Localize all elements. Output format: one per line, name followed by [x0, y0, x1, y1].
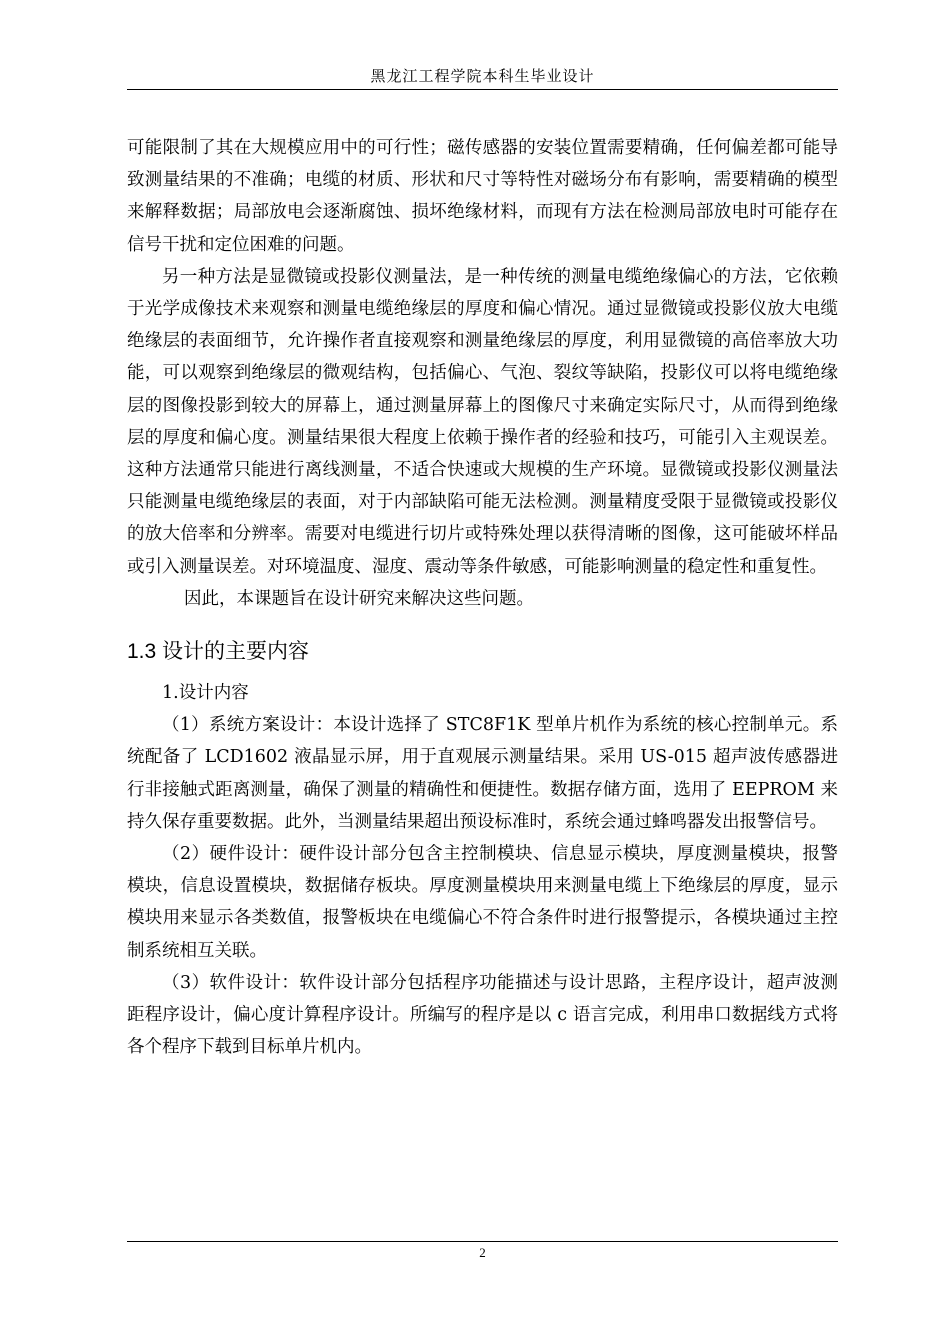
subheading-design-content: 1.设计内容 [162, 683, 249, 704]
page-number: 2 [479, 1245, 486, 1260]
header-divider [127, 89, 838, 90]
list-item-software-design: （3）软件设计：软件设计部分包括程序功能描述与设计思路，主程序设计，超声波测距程序设计，偏心度计算程序设计。所编写的程序是以 c 语言完成，利用串口数据线方式将各个程序下载到目标单片机内。 [127, 972, 838, 1058]
section-heading: 1.3 设计的主要内容 [127, 640, 310, 664]
footer-divider [127, 1241, 838, 1242]
page-header-title: 黑龙江工程学院本科生毕业设计 [370, 67, 595, 85]
document-body [127, 132, 838, 1063]
paragraph-microscope-method: 另一种方法是显微镜或投影仪测量法，是一种传统的测量电缆绝缘偏心的方法，它依赖于光学成像技术来观察和测量电缆绝缘层的厚度和偏心情况。通过显微镜或投影仪放大电缆绝缘层的表面细节，允许操作者直接观察和测量绝缘层的厚度，利用显微镜的高倍率放大功能，可以观察到绝缘层的微观结构，包括偏心、气泡、裂纹等缺陷，投影仪可以将电缆绝缘层的图像投影到较大的屏幕上，通过测量屏幕上的图像尺寸来确定实际尺寸，从而得到绝缘层的厚度和偏心度。测量结果很大程度上依赖于操作者的经验和技巧，可能引入主观误差。这种方法通常只能进行离线测量，不适合快速或大规模的生产环境。显微镜或投影仪测量法只能测量电缆绝缘层的表面，对于内部缺陷可能无法检测。测量精度受限于显微镜或投影仪的放大倍率和分辨率。需要对电缆进行切片或特殊处理以获得清晰的图像，这可能破坏样品或引入测量误差。对环境温度、湿度、震动等条件敏感，可能影响测量的稳定性和重复性。 [127, 266, 838, 577]
paragraph-continuation: 可能限制了其在大规模应用中的可行性；磁传感器的安装位置需要精确，任何偏差都可能导致测量结果的不准确；电缆的材质、形状和尺寸等特性对磁场分布有影响，需要精确的模型来解释数据；局部放电会逐渐腐蚀、损坏绝缘材料，而现有方法在检测局部放电时可能存在信号干扰和定位困难的问题。 [127, 138, 838, 255]
paragraph-conclusion: 因此，本课题旨在设计研究来解决这些问题。 [184, 588, 534, 609]
list-item-hardware-design: （2）硬件设计：硬件设计部分包含主控制模块、信息显示模块，厚度测量模块，报警模块，信息设置模块，数据储存板块。厚度测量模块用来测量电缆上下绝缘层的厚度，显示模块用来显示各类数值，报警板块在电缆偏心不符合条件时进行报警提示，各模块通过主控制系统相互关联。 [127, 844, 838, 961]
list-item-system-scheme: （1）系统方案设计：本设计选择了 STC8F1K 型单片机作为系统的核心控制单元。系统配备了 LCD1602 液晶显示屏，用于直观展示测量结果。采用 US-015 超声波传感器进行非接触式距离测量，确保了测量的精确性和便捷性。数据存储方面，选用了 EEPROM 来持久保存重要数据。此外，当测量结果超出预设标准时，系统会通过蜂鸣器发出报警信号。 [127, 715, 838, 832]
